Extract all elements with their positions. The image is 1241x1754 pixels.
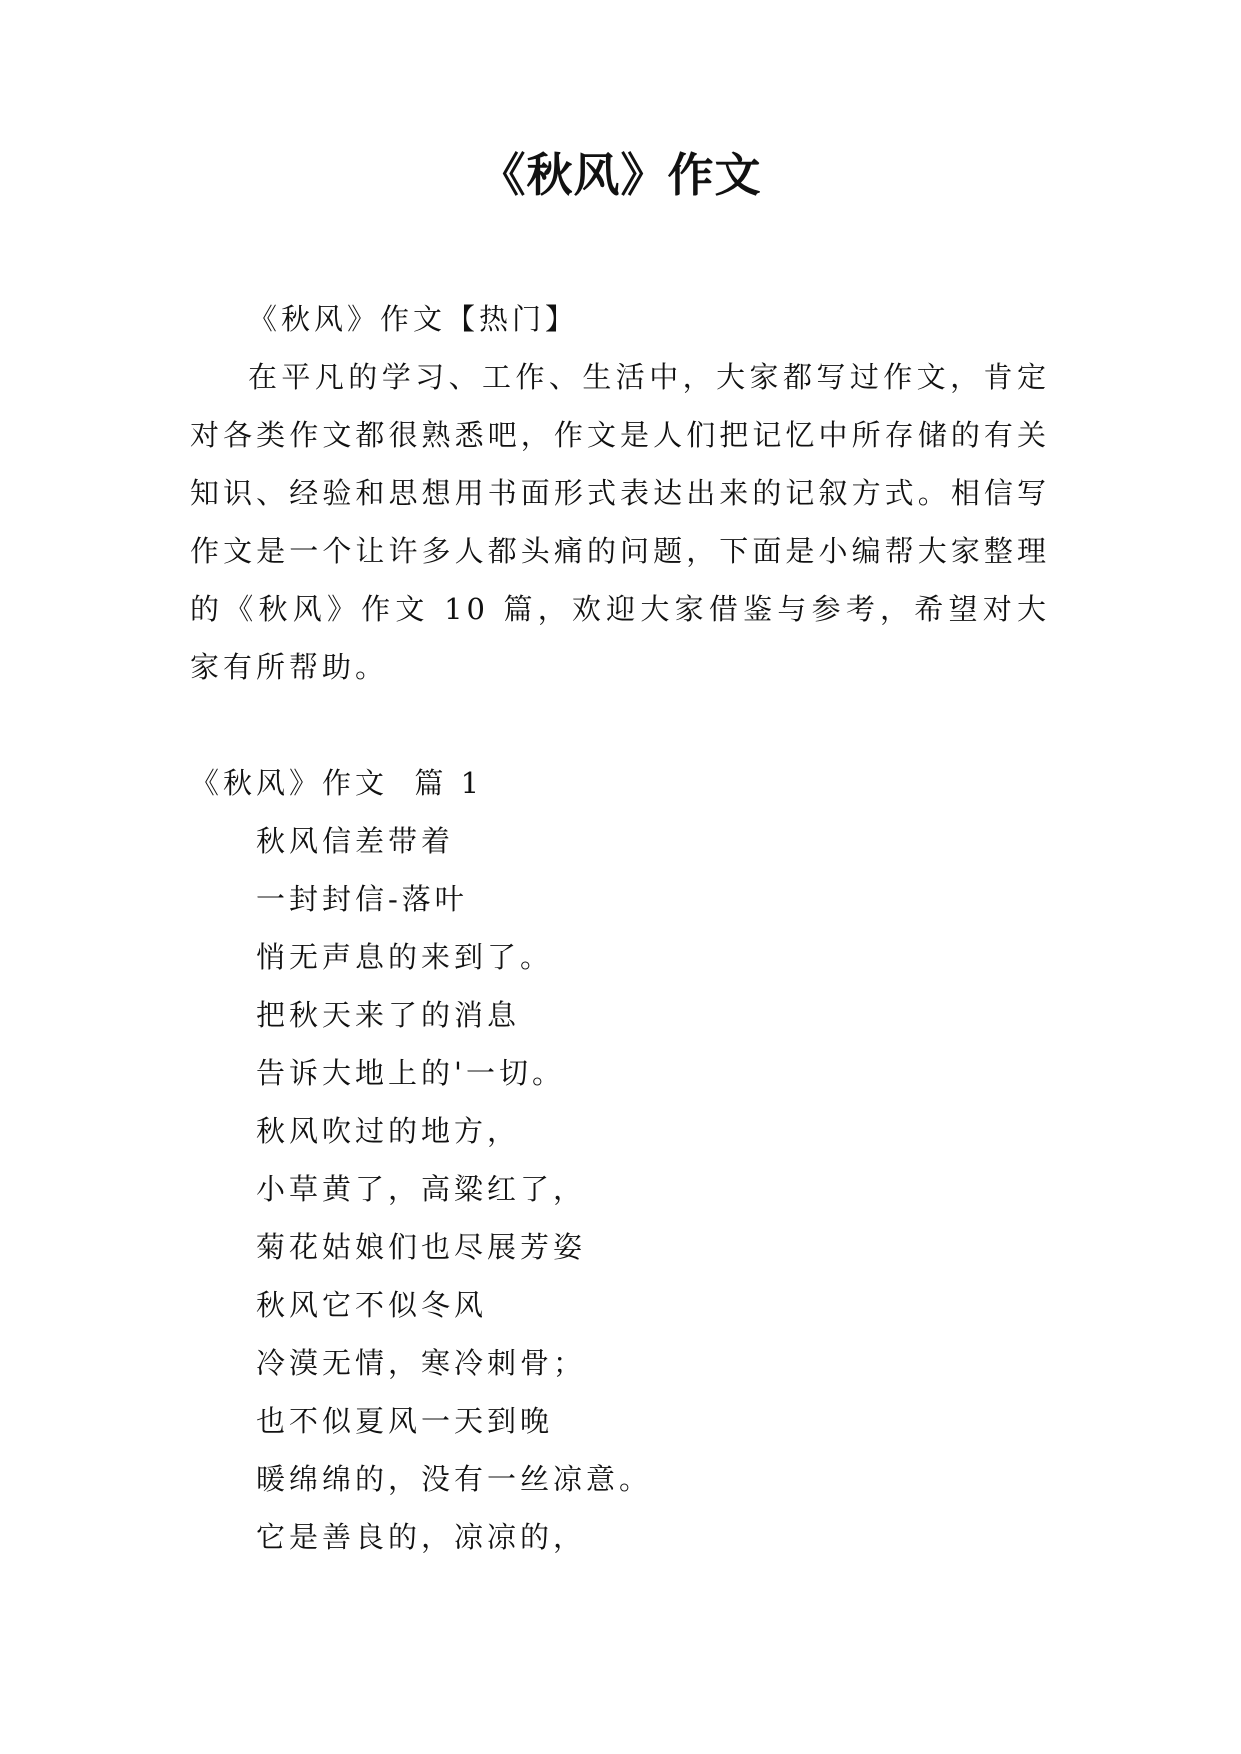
poem-line: 秋风吹过的地方， [256, 1114, 521, 1148]
section-heading: 《秋风》作文 篇 1 [190, 766, 484, 800]
poem-line: 秋风信差带着 [256, 824, 455, 858]
subtitle-line: 《秋风》作文【热门】 [248, 302, 579, 336]
poem-line: 悄无声息的来到了。 [256, 940, 554, 974]
intro-paragraph: 在平凡的学习、工作、生活中，大家都写过作文，肯定对各类作文都很熟悉吧，作文是人们把记忆中所存储的有关知识、经验和思想用书面形式表达出来的记叙方式。相信写作文是一个让许多人都头痛的问题，下面是小编帮大家整理的《秋风》作文 10 篇，欢迎大家借鉴与参考，希望对大家有所帮助。 [190, 360, 1050, 684]
poem-line: 秋风它不似冬风 [256, 1288, 488, 1322]
poem-line: 告诉大地上的'一切。 [256, 1056, 565, 1090]
spacer [190, 696, 1050, 754]
document-title: 《秋风》作文 [479, 148, 762, 202]
poem-line: 菊花姑娘们也尽展芳姿 [256, 1230, 587, 1264]
poem-line: 把秋天来了的消息 [256, 998, 521, 1032]
document-body [190, 290, 1050, 1566]
poem-line: 它是善良的，凉凉的， [256, 1520, 587, 1554]
poem-line: 小草黄了，高粱红了， [256, 1172, 587, 1206]
poem-line: 一封封信-落叶 [256, 882, 468, 916]
poem-line: 暖绵绵的，没有一丝凉意。 [256, 1462, 653, 1496]
poem-line: 也不似夏风一天到晚 [256, 1404, 554, 1438]
poem-line: 冷漠无情，寒冷刺骨； [256, 1346, 587, 1380]
poem-block [190, 812, 1050, 1566]
